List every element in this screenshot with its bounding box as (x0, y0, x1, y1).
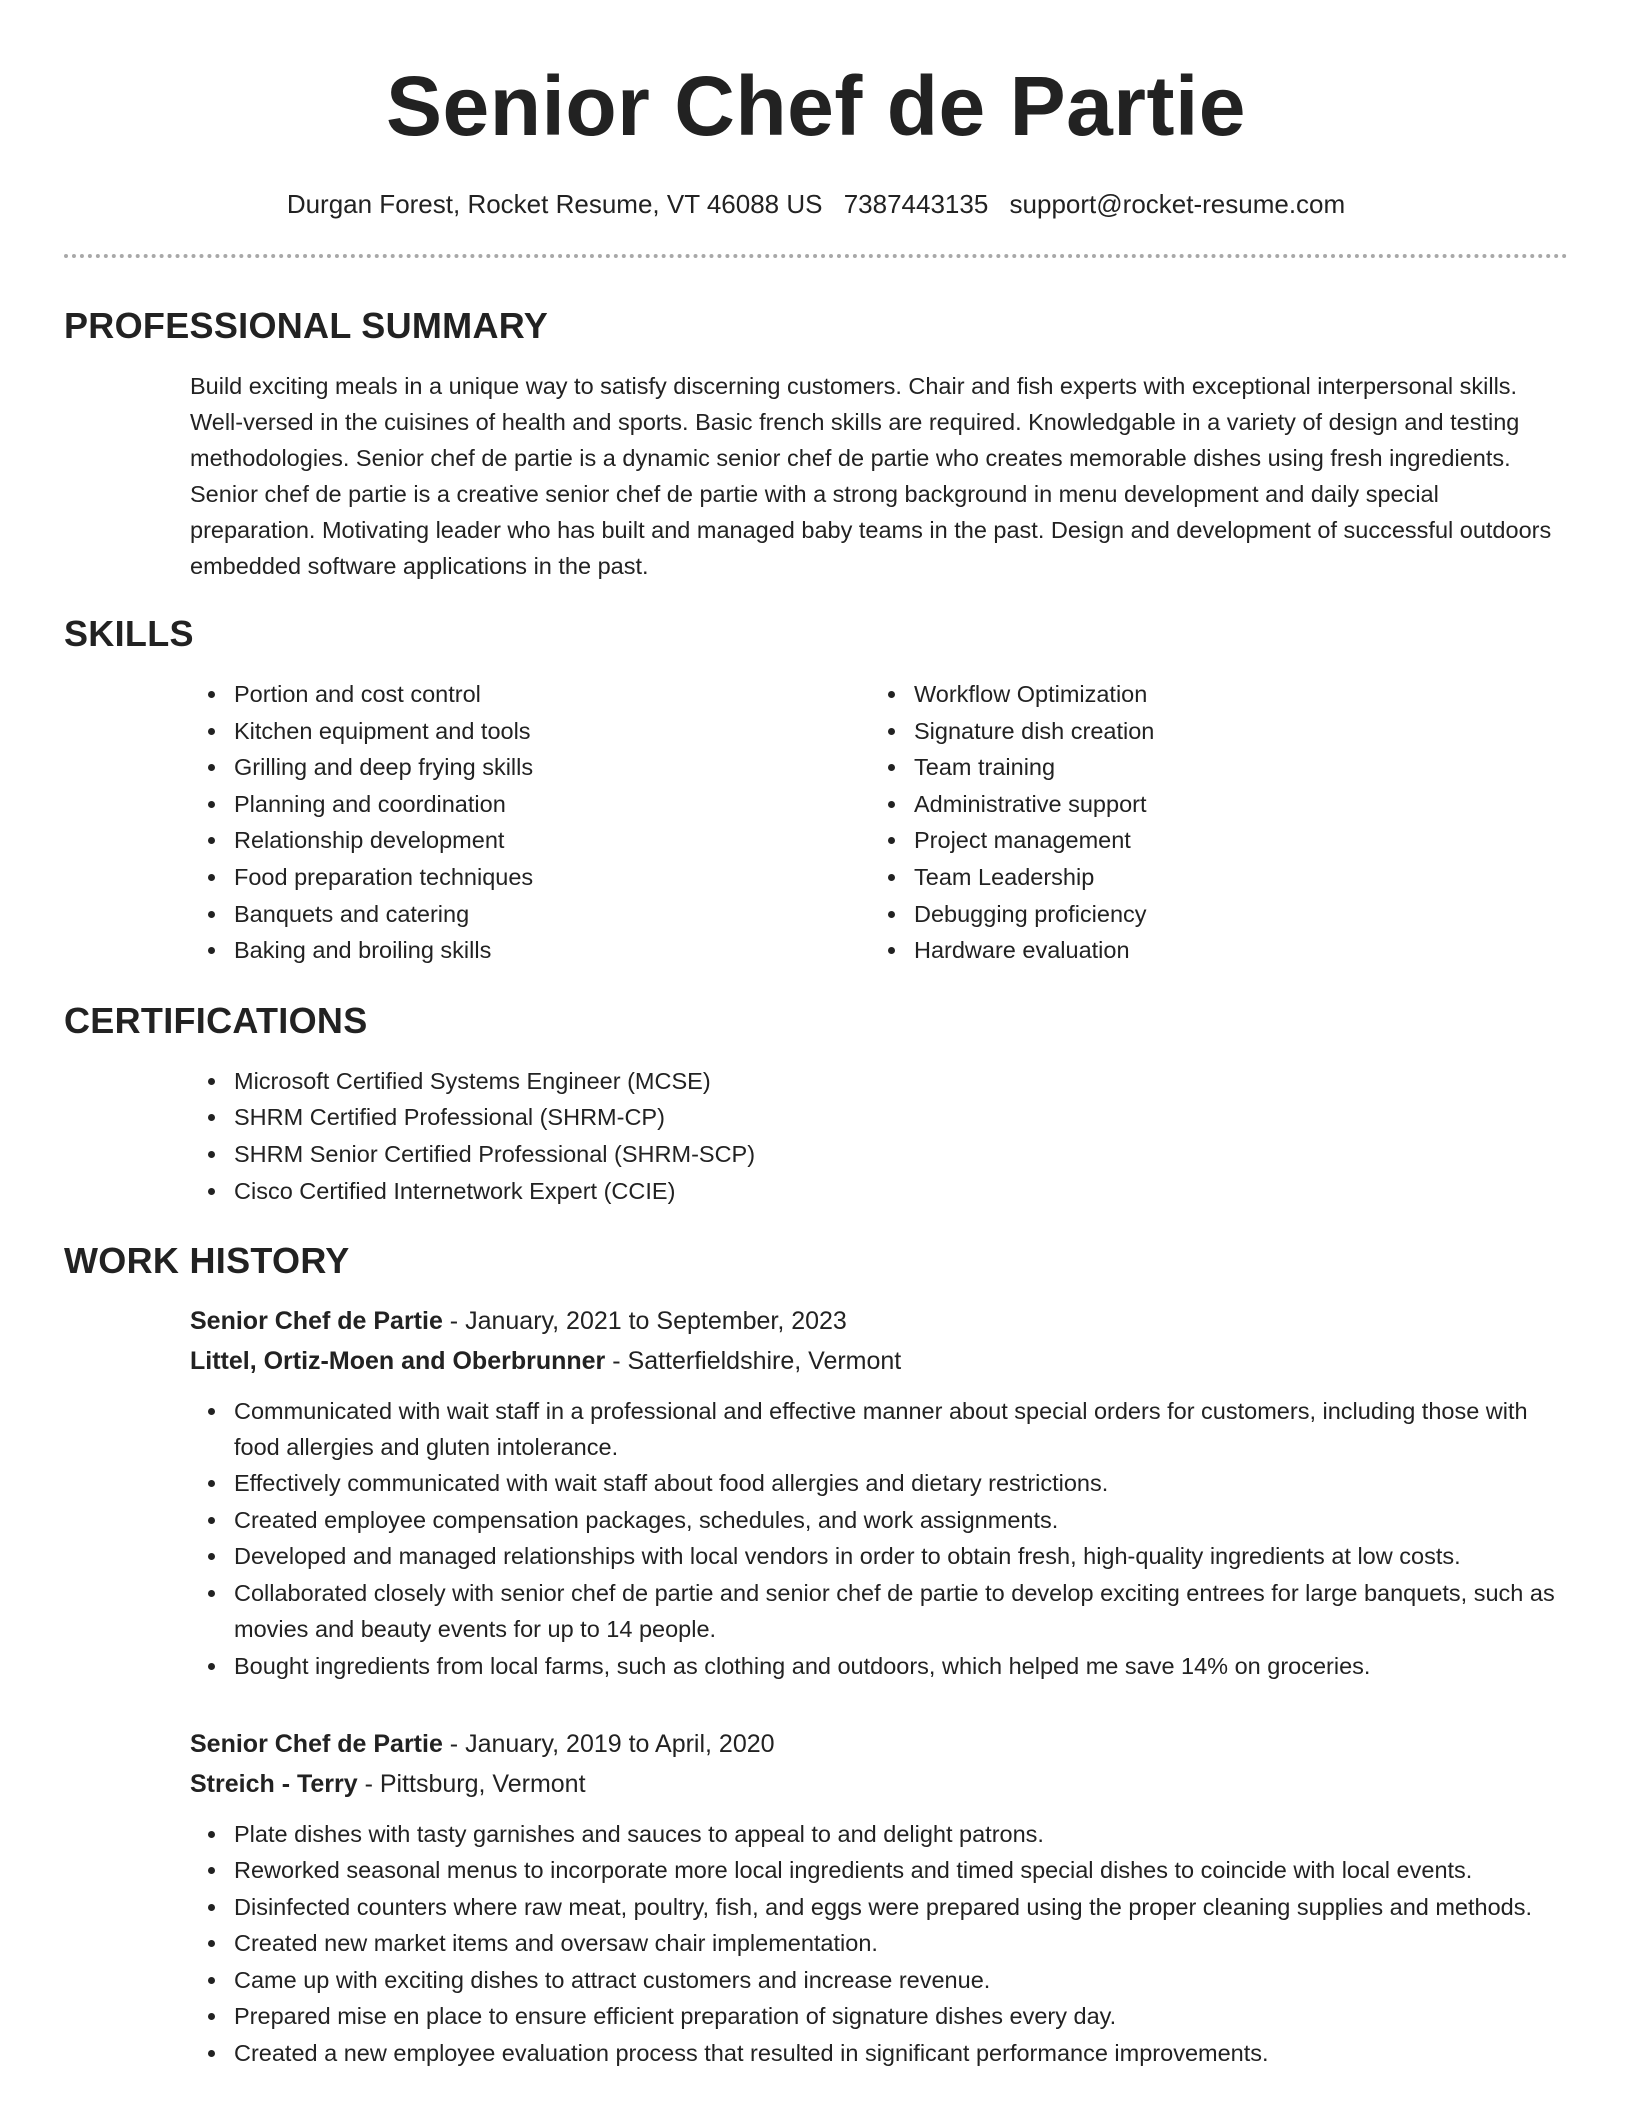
certifications-list (190, 1063, 1568, 1209)
contact-line (64, 188, 1568, 220)
job-location: - Satterfieldshire, Vermont (605, 1346, 902, 1375)
job-bullet: Created employee compensation packages, schedules, and work assignments. (234, 1502, 1568, 1538)
skill-item: Relationship development (234, 822, 870, 858)
job-bullet: Bought ingredients from local farms, such as clothing and outdoors, which helped me save 14% on groceries. (234, 1648, 1568, 1684)
job-bullet: Came up with exciting dishes to attract customers and increase revenue. (234, 1962, 1568, 1998)
job-role: Senior Chef de Partie (190, 1729, 443, 1758)
job-title-line (190, 1301, 1568, 1341)
job-bullet: Developed and managed relationships with local vendors in order to obtain fresh, high-quality ingredients at low costs. (234, 1538, 1568, 1574)
skills-heading: SKILLS (64, 613, 194, 654)
job-company: Streich - Terry (190, 1769, 358, 1798)
job-title-line (190, 1724, 1568, 1764)
skills-list-left (190, 676, 870, 968)
certification-item: Cisco Certified Internetwork Expert (CCIE) (234, 1173, 1568, 1209)
skill-item: Portion and cost control (234, 676, 870, 712)
skill-item: Administrative support (914, 786, 1550, 822)
job-bullet: Created new market items and oversaw chair implementation. (234, 1925, 1568, 1961)
job-entry (190, 1724, 1568, 2072)
summary-heading: PROFESSIONAL SUMMARY (64, 305, 549, 346)
job-bullet: Created a new employee evaluation process that resulted in significant performance improvements. (234, 2035, 1568, 2071)
contact-email: support@rocket-resume.com (1009, 189, 1346, 219)
skill-item: Workflow Optimization (914, 676, 1550, 712)
skill-item: Hardware evaluation (914, 932, 1550, 968)
job-bullet: Effectively communicated with wait staff about food allergies and dietary restrictions. (234, 1465, 1568, 1501)
summary-text: Build exciting meals in a unique way to satisfy discerning customers. Chair and fish experts with exceptional interpersonal skills. Well-versed in the cuisines of health and sports. Basic french skills are required. Knowledgable in a variety of design and testing methodologies. Senior chef de partie is a dynamic senior chef de partie who creates memorable dishes using fresh ingredients. Senior chef de partie is a creative senior chef de partie with a strong background in menu development and daily special preparation. Motivating leader who has built and managed baby teams in the past. Design and development of successful outdoors embedded software applications in the past. (190, 373, 1552, 579)
skills-columns (190, 676, 1568, 969)
skill-item: Team training (914, 749, 1550, 785)
skill-item: Team Leadership (914, 859, 1550, 895)
skills-column-left (190, 676, 870, 969)
skill-item: Signature dish creation (914, 713, 1550, 749)
skill-item: Project management (914, 822, 1550, 858)
job-location: - Pittsburg, Vermont (357, 1769, 586, 1798)
job-bullet: Disinfected counters where raw meat, poultry, fish, and eggs were prepared using the proper cleaning supplies and methods. (234, 1889, 1568, 1925)
certification-item: SHRM Certified Professional (SHRM-CP) (234, 1099, 1568, 1135)
job-bullet: Collaborated closely with senior chef de partie and senior chef de partie to develop exciting entrees for large banquets, such as movies and beauty events for up to 14 people. (234, 1575, 1568, 1647)
job-company: Littel, Ortiz-Moen and Oberbrunner (190, 1346, 606, 1375)
header-divider (64, 254, 1568, 258)
skills-column-right (870, 676, 1550, 969)
job-company-line (190, 1764, 1568, 1804)
job-bullet: Communicated with wait staff in a professional and effective manner about special orders for customers, including those with food allergies and gluten intolerance. (234, 1393, 1568, 1465)
job-company-line (190, 1341, 1568, 1381)
job-entry (190, 1301, 1568, 1684)
job-dates: - January, 2019 to April, 2020 (442, 1729, 775, 1758)
skill-item: Banquets and catering (234, 896, 870, 932)
skill-item: Grilling and deep frying skills (234, 749, 870, 785)
resume-page (64, 0, 1568, 2072)
skill-item: Kitchen equipment and tools (234, 713, 870, 749)
contact-phone: 7387443135 (843, 189, 989, 219)
skill-item: Debugging proficiency (914, 896, 1550, 932)
certification-item: Microsoft Certified Systems Engineer (MCSE) (234, 1063, 1568, 1099)
certifications-heading: CERTIFICATIONS (64, 999, 368, 1041)
candidate-name: Senior Chef de Partie (385, 59, 1247, 153)
certification-item: SHRM Senior Certified Professional (SHRM-SCP) (234, 1136, 1568, 1172)
job-bullet: Plate dishes with tasty garnishes and sauces to appeal to and delight patrons. (234, 1816, 1568, 1852)
job-bullet: Reworked seasonal menus to incorporate more local ingredients and timed special dishes to coincide with local events. (234, 1852, 1568, 1888)
job-bullets (190, 1816, 1568, 2072)
job-bullet: Prepared mise en place to ensure efficient preparation of signature dishes every day. (234, 1998, 1568, 2034)
certifications-block (190, 1063, 1568, 1209)
job-dates: - January, 2021 to September, 2023 (442, 1306, 847, 1335)
skill-item: Planning and coordination (234, 786, 870, 822)
work-history-heading: WORK HISTORY (64, 1239, 350, 1281)
contact-address: Durgan Forest, Rocket Resume, VT 46088 US (286, 189, 823, 219)
skill-item: Baking and broiling skills (234, 932, 870, 968)
job-bullets (190, 1393, 1568, 1684)
job-role: Senior Chef de Partie (190, 1306, 443, 1335)
skills-list-right (870, 676, 1550, 968)
skill-item: Food preparation techniques (234, 859, 870, 895)
